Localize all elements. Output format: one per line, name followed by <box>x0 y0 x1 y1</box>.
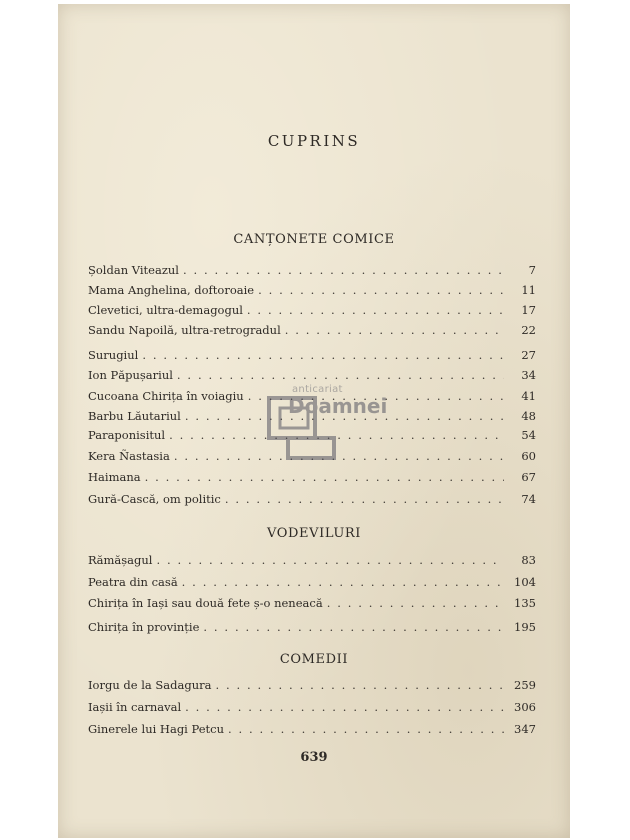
toc-entry-page: 41 <box>521 389 536 403</box>
toc-leader-dots <box>185 698 504 716</box>
page-title: CUPRINS <box>267 132 361 150</box>
toc-entry <box>88 594 536 612</box>
toc-entry-page: 195 <box>514 620 536 634</box>
toc-entry-title: Chirița în provinție <box>88 620 200 634</box>
toc-entry <box>88 301 536 319</box>
watermark-line2: Doamnei <box>288 394 388 418</box>
toc-entry-title: Ginerele lui Hagi Petcu <box>88 722 225 736</box>
toc-entry-title: Iorgu de la Sadagura <box>88 678 212 692</box>
toc-entry-page: 34 <box>521 368 536 382</box>
toc-entry-page: 48 <box>521 409 536 423</box>
toc-leader-dots <box>225 490 504 508</box>
toc-entry <box>88 490 536 508</box>
toc-entry <box>88 261 536 279</box>
section-heading-vodeviluri: VODEVILURI <box>266 526 362 541</box>
toc-entry <box>88 676 536 694</box>
toc-leader-dots <box>215 676 504 694</box>
watermark-line1: anticariat <box>292 384 343 395</box>
toc-entry-page: 259 <box>514 678 536 692</box>
book-page <box>58 4 570 838</box>
toc-leader-dots <box>203 618 504 636</box>
toc-entry-title: Barbu Lăutariul <box>88 409 181 423</box>
toc-entry-title: Chirița în Iași sau două fete ș-o neneacă <box>88 596 323 610</box>
toc-entry-title: Mama Anghelina, doftoroaie <box>88 283 255 297</box>
toc-entry-page: 7 <box>528 263 536 277</box>
toc-entry <box>88 281 536 299</box>
section-heading-cantonete: CANȚONETE COMICE <box>233 232 395 247</box>
toc-entry-page: 17 <box>521 303 536 317</box>
toc-entry-page: 22 <box>521 323 536 337</box>
toc-entry <box>88 720 536 738</box>
toc-entry-title: Sandu Napoilă, ultra-retrogradul <box>88 323 281 337</box>
watermark <box>266 382 388 462</box>
toc-leader-dots <box>228 720 504 738</box>
toc-entry-page: 306 <box>514 700 536 714</box>
toc-entry-page: 27 <box>521 348 536 362</box>
toc-entry-title: Cucoana Chirița în voiagiu <box>88 389 244 403</box>
toc-entry-page: 11 <box>521 283 536 297</box>
page-number: 639 <box>300 750 328 765</box>
toc-entry-page: 54 <box>521 428 536 442</box>
toc-leader-dots <box>327 594 504 612</box>
toc-leader-dots <box>285 321 504 339</box>
toc-entry-title: Rămășagul <box>88 553 153 567</box>
toc-leader-dots <box>258 281 504 299</box>
toc-entry-page: 67 <box>521 470 536 484</box>
toc-leader-dots <box>142 346 504 364</box>
toc-entry-title: Haimana <box>88 470 141 484</box>
toc-entry-title: Șoldan Viteazul <box>88 263 179 277</box>
toc-entry <box>88 468 536 486</box>
toc-leader-dots <box>145 468 504 486</box>
toc-entry-page: 83 <box>521 553 536 567</box>
section-heading-comedii: COMEDII <box>279 652 349 667</box>
toc-entry <box>88 346 536 364</box>
toc-entry-title: Iașii în carnaval <box>88 700 182 714</box>
toc-entry-page: 135 <box>514 596 536 610</box>
toc-entry-title: Gură-Cască, om politic <box>88 492 221 506</box>
toc-entry <box>88 321 536 339</box>
toc-entry <box>88 551 536 569</box>
toc-entry-title: Kera Ñastasia <box>88 449 170 463</box>
toc-entry-page: 74 <box>521 492 536 506</box>
toc-entry-title: Paraponisitul <box>88 428 166 442</box>
toc-leader-dots <box>183 261 504 279</box>
toc-leader-dots <box>182 573 504 591</box>
toc-entry-title: Peatra din casă <box>88 575 178 589</box>
toc-entry <box>88 698 536 716</box>
toc-entry-page: 104 <box>514 575 536 589</box>
toc-entry-title: Surugiul <box>88 348 139 362</box>
toc-entry-page: 60 <box>521 449 536 463</box>
toc-entry-page: 347 <box>514 722 536 736</box>
toc-leader-dots <box>247 301 504 319</box>
toc-entry <box>88 618 536 636</box>
toc-entry-title: Clevetici, ultra-demagogul <box>88 303 243 317</box>
toc-entry-title: Ion Păpușariul <box>88 368 173 382</box>
toc-leader-dots <box>156 551 504 569</box>
toc-entry <box>88 573 536 591</box>
